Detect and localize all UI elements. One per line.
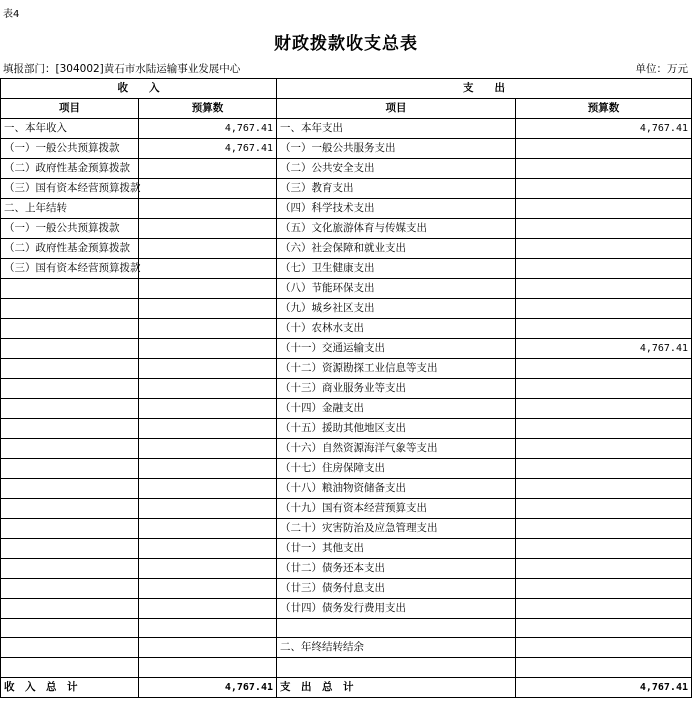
expense-value-cell (516, 139, 692, 159)
income-item-cell (1, 619, 139, 638)
income-budget-header: 预算数 (139, 99, 277, 119)
budget-table (0, 78, 692, 698)
expense-total-value: 4,767.41 (516, 677, 692, 697)
table-row (1, 219, 692, 239)
expense-value-cell (516, 319, 692, 339)
expense-value-cell: 4,767.41 (516, 339, 692, 359)
expense-item-cell: （十八）粮油物资储备支出 (277, 479, 516, 499)
department-label: 填报部门：[304002]黄石市水陆运输事业发展中心 (3, 63, 241, 75)
income-item-cell: （一）一般公共预算拨款 (1, 219, 139, 239)
expense-item-cell: 二、年终结转结余 (277, 638, 516, 658)
expense-value-cell (516, 658, 692, 677)
page-title: 财政拨款收支总表 (274, 34, 418, 54)
expense-value-cell (516, 239, 692, 259)
table-row (1, 139, 692, 159)
expense-item-cell: （十九）国有资本经营预算支出 (277, 499, 516, 519)
income-item-header: 项目 (1, 99, 139, 119)
table-row (1, 259, 692, 279)
expense-item-cell: （十二）资源勘探工业信息等支出 (277, 359, 516, 379)
income-value-cell (139, 279, 277, 299)
expense-value-cell (516, 599, 692, 619)
expense-item-cell: （五）文化旅游体育与传媒支出 (277, 219, 516, 239)
income-item-cell (1, 479, 139, 499)
expense-item-header: 项目 (277, 99, 516, 119)
income-item-cell: （三）国有资本经营预算拨款 (1, 179, 139, 199)
expense-value-cell (516, 459, 692, 479)
table-row (1, 359, 692, 379)
expense-item-cell: （六）社会保障和就业支出 (277, 239, 516, 259)
expense-value-cell (516, 619, 692, 638)
table-row (1, 459, 692, 479)
expense-total-label: 支 出 总 计 (277, 677, 516, 697)
expense-item-cell: （廿一）其他支出 (277, 539, 516, 559)
expense-item-cell: （十一）交通运输支出 (277, 339, 516, 359)
income-total-label: 收 入 总 计 (1, 677, 139, 697)
expense-value-cell (516, 219, 692, 239)
income-value-cell (139, 199, 277, 219)
income-item-cell: （一）一般公共预算拨款 (1, 139, 139, 159)
table-row (1, 419, 692, 439)
income-value-cell (139, 379, 277, 399)
income-item-cell (1, 658, 139, 677)
income-item-cell (1, 638, 139, 658)
income-value-cell (139, 259, 277, 279)
expense-value-cell (516, 259, 692, 279)
expense-header: 支 出 (277, 79, 692, 99)
income-item-cell: （二）政府性基金预算拨款 (1, 159, 139, 179)
income-value-cell (139, 559, 277, 579)
expense-value-cell (516, 579, 692, 599)
income-value-cell (139, 359, 277, 379)
expense-item-cell: （四）科学技术支出 (277, 199, 516, 219)
expense-value-cell (516, 379, 692, 399)
income-item-cell (1, 419, 139, 439)
column-header-row (1, 99, 692, 119)
income-item-cell (1, 339, 139, 359)
table-row (1, 199, 692, 219)
income-item-cell (1, 579, 139, 599)
expense-value-cell (516, 279, 692, 299)
income-value-cell (139, 638, 277, 658)
income-item-cell: （二）政府性基金预算拨款 (1, 239, 139, 259)
expense-item-cell: （廿四）债务发行费用支出 (277, 599, 516, 619)
expense-budget-header: 预算数 (516, 99, 692, 119)
expense-value-cell (516, 419, 692, 439)
income-item-cell (1, 439, 139, 459)
table-row (1, 559, 692, 579)
expense-item-cell: （十）农林水支出 (277, 319, 516, 339)
expense-item-cell: （二）公共安全支出 (277, 159, 516, 179)
income-value-cell (139, 519, 277, 539)
income-item-cell (1, 499, 139, 519)
income-header: 收 入 (1, 79, 277, 99)
expense-item-cell (277, 658, 516, 677)
expense-item-cell: （廿二）债务还本支出 (277, 559, 516, 579)
income-item-cell (1, 299, 139, 319)
table-row (1, 179, 692, 199)
table-row (1, 279, 692, 299)
income-value-cell (139, 399, 277, 419)
income-total-value: 4,767.41 (139, 677, 277, 697)
expense-item-cell: （十四）金融支出 (277, 399, 516, 419)
expense-value-cell (516, 439, 692, 459)
table-row (1, 339, 692, 359)
table-row (1, 599, 692, 619)
expense-value-cell: 4,767.41 (516, 119, 692, 139)
expense-value-cell (516, 638, 692, 658)
table-row (1, 479, 692, 499)
income-value-cell (139, 539, 277, 559)
income-value-cell (139, 239, 277, 259)
expense-item-cell: （七）卫生健康支出 (277, 259, 516, 279)
expense-value-cell (516, 299, 692, 319)
income-value-cell (139, 299, 277, 319)
table-row (1, 159, 692, 179)
expense-value-cell (516, 179, 692, 199)
income-item-cell (1, 599, 139, 619)
income-item-cell: （三）国有资本经营预算拨款 (1, 259, 139, 279)
expense-item-cell: （三）教育支出 (277, 179, 516, 199)
income-item-cell: 一、本年收入 (1, 119, 139, 139)
income-item-cell (1, 539, 139, 559)
table-row (1, 119, 692, 139)
expense-value-cell (516, 539, 692, 559)
income-value-cell (139, 179, 277, 199)
income-value-cell (139, 479, 277, 499)
expense-value-cell (516, 479, 692, 499)
table-row (1, 299, 692, 319)
income-value-cell (139, 339, 277, 359)
income-value-cell (139, 599, 277, 619)
expense-item-cell: （一）一般公共服务支出 (277, 139, 516, 159)
expense-value-cell (516, 399, 692, 419)
income-value-cell: 4,767.41 (139, 119, 277, 139)
table-row (1, 619, 692, 638)
unit-label: 单位：万元 (635, 63, 688, 75)
expense-item-cell: 一、本年支出 (277, 119, 516, 139)
income-value-cell (139, 619, 277, 638)
table-row (1, 499, 692, 519)
income-value-cell (139, 579, 277, 599)
expense-item-cell: （十六）自然资源海洋气象等支出 (277, 439, 516, 459)
expense-value-cell (516, 559, 692, 579)
expense-value-cell (516, 359, 692, 379)
table-row (1, 519, 692, 539)
total-row (1, 677, 692, 697)
expense-value-cell (516, 519, 692, 539)
income-value-cell (139, 459, 277, 479)
expense-value-cell (516, 499, 692, 519)
table-row (1, 379, 692, 399)
table-row (1, 579, 692, 599)
expense-item-cell: （二十）灾害防治及应急管理支出 (277, 519, 516, 539)
income-item-cell: 二、上年结转 (1, 199, 139, 219)
income-item-cell (1, 559, 139, 579)
expense-item-cell: （十三）商业服务业等支出 (277, 379, 516, 399)
expense-item-cell: （九）城乡社区支出 (277, 299, 516, 319)
income-item-cell (1, 359, 139, 379)
table-row (1, 319, 692, 339)
table-row (1, 638, 692, 658)
income-item-cell (1, 519, 139, 539)
table-number: 表4 (3, 9, 20, 20)
expense-value-cell (516, 159, 692, 179)
table-row (1, 239, 692, 259)
income-value-cell (139, 419, 277, 439)
income-value-cell (139, 658, 277, 677)
income-value-cell (139, 219, 277, 239)
expense-value-cell (516, 199, 692, 219)
expense-item-cell: （八）节能环保支出 (277, 279, 516, 299)
income-value-cell (139, 159, 277, 179)
income-value-cell (139, 439, 277, 459)
income-item-cell (1, 399, 139, 419)
table-row (1, 439, 692, 459)
income-item-cell (1, 379, 139, 399)
table-row (1, 399, 692, 419)
expense-item-cell (277, 619, 516, 638)
section-header-row (1, 79, 692, 99)
expense-item-cell: （十七）住房保障支出 (277, 459, 516, 479)
table-row (1, 539, 692, 559)
table-row (1, 658, 692, 677)
expense-item-cell: （廿三）债务付息支出 (277, 579, 516, 599)
income-item-cell (1, 279, 139, 299)
income-value-cell (139, 319, 277, 339)
expense-item-cell: （十五）援助其他地区支出 (277, 419, 516, 439)
income-value-cell (139, 499, 277, 519)
income-value-cell: 4,767.41 (139, 139, 277, 159)
income-item-cell (1, 319, 139, 339)
income-item-cell (1, 459, 139, 479)
